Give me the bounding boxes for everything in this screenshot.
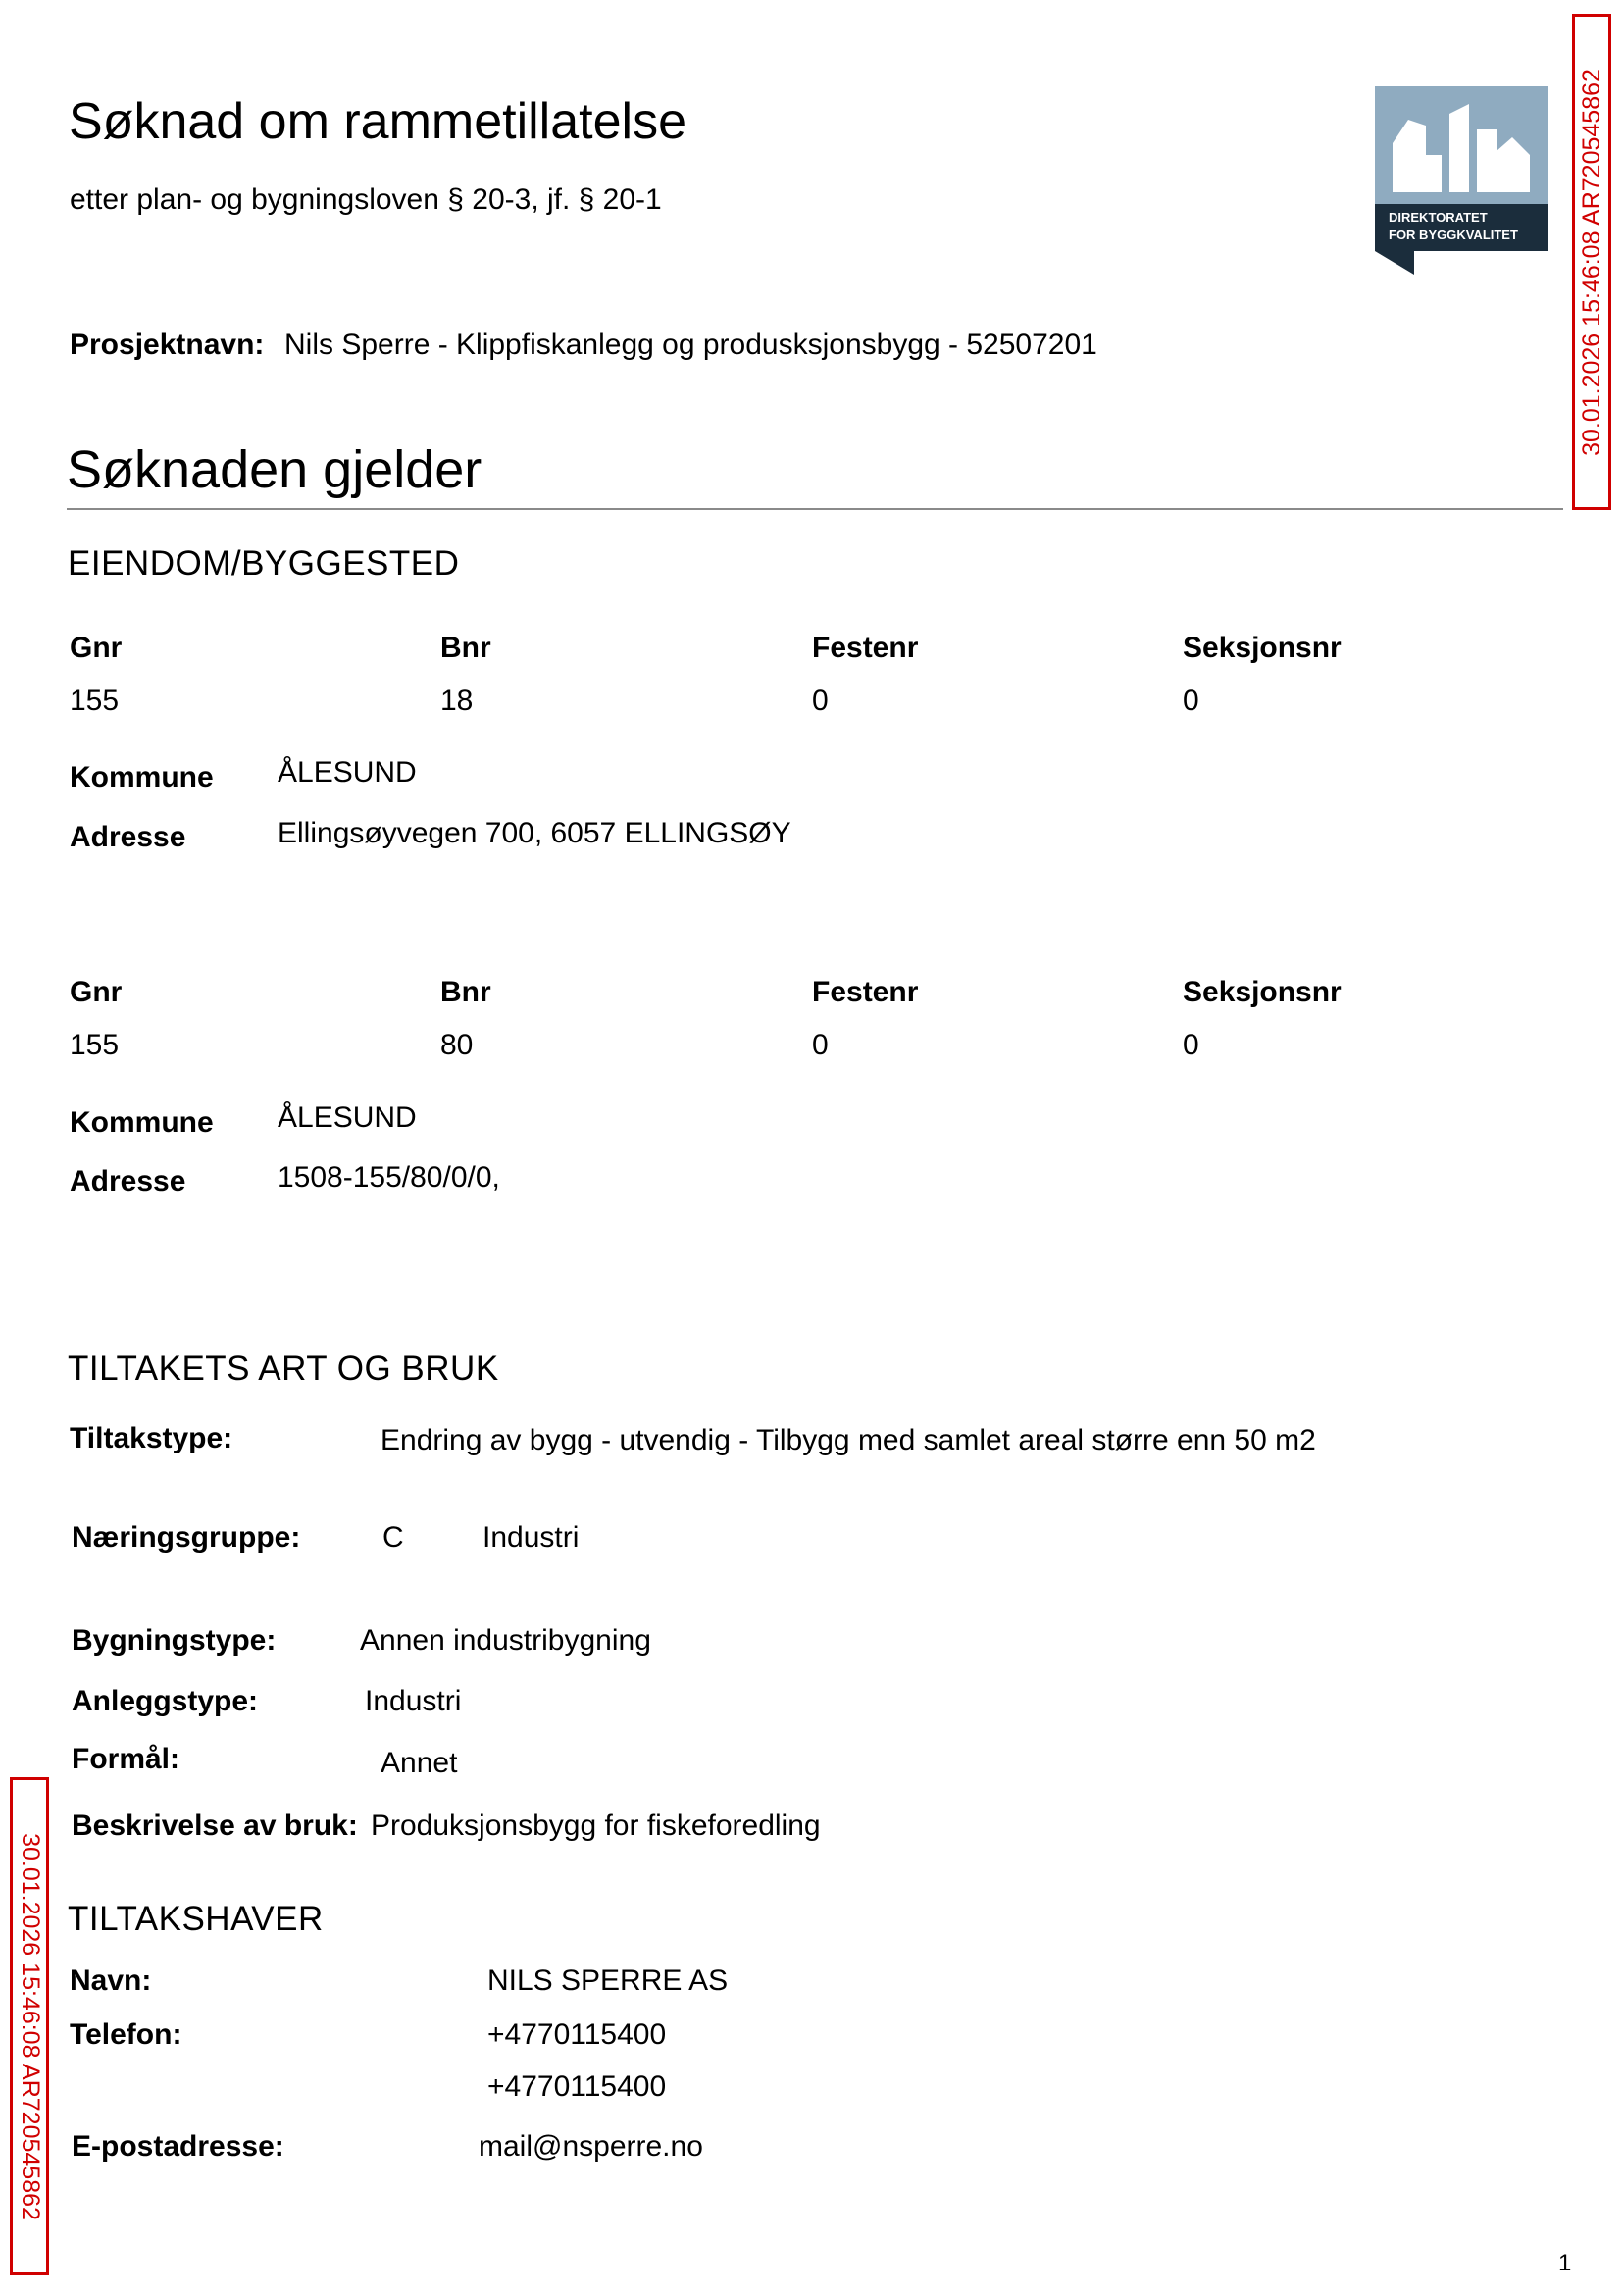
telefon-value-2: +4770115400 [487, 2070, 667, 2103]
column-header-bnr: Bnr [440, 632, 491, 664]
property-1-bnr: 18 [440, 685, 474, 717]
project-label: Prosjektnavn: [70, 329, 265, 361]
anleggstype-value: Industri [365, 1685, 462, 1717]
tiltakshaver-heading: TILTAKSHAVER [68, 1900, 324, 1938]
logo-line-1: DIREKTORATET [1389, 210, 1488, 225]
section-divider [67, 508, 1563, 510]
property-1-adresse-label: Adresse [70, 821, 186, 853]
section-heading: Søknaden gjelder [67, 440, 482, 499]
beskrivelse-value: Produksjonsbygg for fiskeforedling [371, 1810, 821, 1842]
navn-value: NILS SPERRE AS [487, 1964, 729, 1997]
column-header-seksjonsnr: Seksjonsnr [1183, 632, 1342, 664]
page-number: 1 [1558, 2250, 1572, 2276]
dibk-logo [1375, 86, 1548, 275]
project-value: Nils Sperre - Klippfiskanlegg og produsksjonsbygg - 52507201 [284, 329, 1097, 361]
dibk-logo-icon [1375, 86, 1548, 275]
property-2-gnr: 155 [70, 1029, 120, 1061]
receipt-stamp-text-side: 30.01.2026 15:46:08 AR720545862 [16, 1832, 44, 2220]
column-header-festenr: Festenr [812, 632, 919, 664]
property-1-adresse: Ellingsøyvegen 700, 6057 ELLINGSØY [278, 817, 791, 849]
property-2-seksjonsnr: 0 [1183, 1029, 1199, 1061]
property-1-gnr: 155 [70, 685, 120, 717]
document-subtitle: etter plan- og bygningsloven § 20-3, jf. § 20-1 [70, 183, 662, 216]
anleggstype-label: Anleggstype: [72, 1685, 259, 1717]
naeringsgruppe-code: C [382, 1521, 404, 1554]
bygningstype-label: Bygningstype: [72, 1624, 277, 1657]
property-2-kommune-label: Kommune [70, 1106, 214, 1139]
receipt-stamp-side [10, 1777, 49, 2275]
property-1-kommune: ÅLESUND [278, 756, 417, 789]
epost-label: E-postadresse: [72, 2130, 284, 2163]
navn-label: Navn: [70, 1964, 152, 1997]
document-title: Søknad om rammetillatelse [69, 93, 686, 150]
property-1-kommune-label: Kommune [70, 761, 214, 793]
column-header-gnr: Gnr [70, 632, 123, 664]
bygningstype-value: Annen industribygning [360, 1624, 651, 1657]
telefon-value-1: +4770115400 [487, 2018, 667, 2051]
logo-line-2: FOR BYGGKVALITET [1389, 228, 1518, 242]
formal-label: Formål: [72, 1743, 180, 1775]
column-header-bnr: Bnr [440, 976, 491, 1008]
tiltak-heading: TILTAKETS ART OG BRUK [68, 1350, 499, 1388]
receipt-stamp-text: 30.01.2026 15:46:08 AR720545862 [1577, 68, 1605, 456]
eiendom-heading: EIENDOM/BYGGESTED [68, 544, 460, 583]
tiltakstype-label: Tiltakstype: [70, 1422, 233, 1454]
tiltakstype-value: Endring av bygg - utvendig - Tilbygg med samlet areal større enn 50 m2 [381, 1424, 1316, 1456]
property-2-bnr: 80 [440, 1029, 474, 1061]
naeringsgruppe-value: Industri [482, 1521, 580, 1554]
property-2-kommune: ÅLESUND [278, 1101, 417, 1134]
naeringsgruppe-label: Næringsgruppe: [72, 1521, 301, 1554]
column-header-seksjonsnr: Seksjonsnr [1183, 976, 1342, 1008]
formal-value: Annet [381, 1747, 458, 1779]
property-2-adresse: 1508-155/80/0/0, [278, 1161, 500, 1194]
receipt-stamp-top [1572, 14, 1611, 510]
epost-value: mail@nsperre.no [479, 2130, 703, 2163]
column-header-festenr: Festenr [812, 976, 919, 1008]
telefon-label: Telefon: [70, 2018, 182, 2051]
beskrivelse-label: Beskrivelse av bruk: [72, 1810, 358, 1842]
property-2-adresse-label: Adresse [70, 1165, 186, 1198]
column-header-gnr: Gnr [70, 976, 123, 1008]
property-2-festenr: 0 [812, 1029, 829, 1061]
property-1-festenr: 0 [812, 685, 829, 717]
property-1-seksjonsnr: 0 [1183, 685, 1199, 717]
